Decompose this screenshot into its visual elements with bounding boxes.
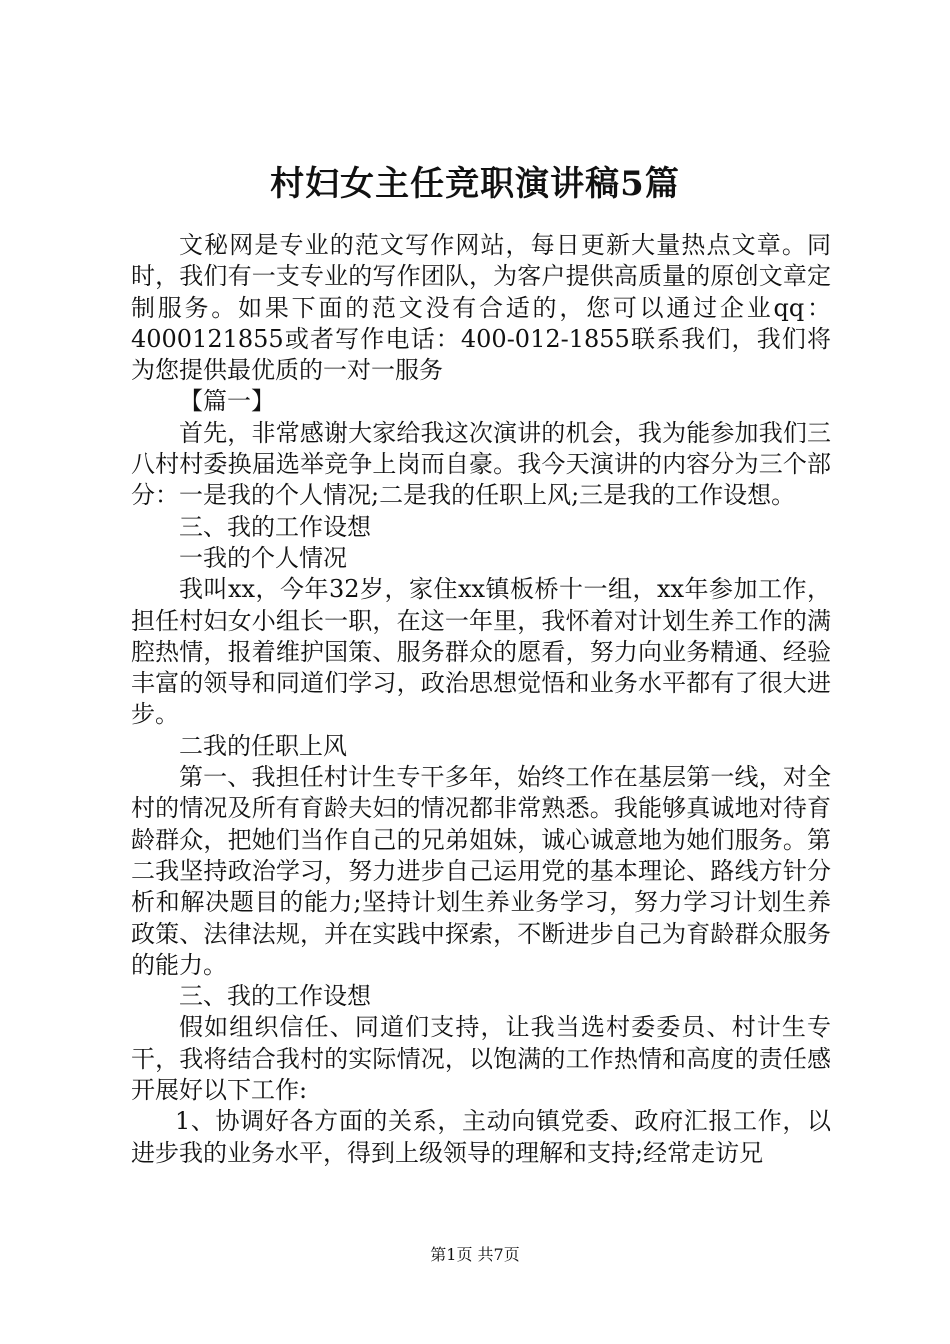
document-body xyxy=(131,230,831,1169)
section-heading-part-one: 【篇一】 xyxy=(179,387,275,416)
page-number-footer: 第1页 共7页 xyxy=(430,1245,520,1264)
intro-paragraph: 文秘网是专业的范文写作网站，每日更新大量热点文章。同时，我们有一支专业的写作团队，为客户提供高质量的原创文章定制服务。如果下面的范文没有合适的，您可以通过企业qq：4000121855或者写作电话：400-012-1855联系我们，我们将为您提供最优质的一对一服务 xyxy=(131,231,831,385)
subheading-personal-info: 一我的个人情况 xyxy=(179,543,347,572)
subheading-work-plan: 三、我的工作设想 xyxy=(179,982,371,1011)
body-paragraph: 第一、我担任村计生专干多年，始终工作在基层第一线，对全村的情况及所有育龄夫妇的情况都非常熟悉。我能够真诚地对待育龄群众，把她们当作自己的兄弟姐妹，诚心诚意地为她们服务。第二我坚持政治学习，努力进步自己运用党的基本理论、路线方针分析和解决题目的能力;坚持计划生养业务学习，努力学习计划生养政策、法律法规，并在实践中探索，不断进步自己为育龄群众服务的能力。 xyxy=(131,763,831,979)
body-paragraph: 首先，非常感谢大家给我这次演讲的机会，我为能参加我们三八村村委换届选举竞争上岗而自豪。我今天演讲的内容分为三个部分：一是我的个人情况;二是我的任职上风;三是我的工作设想。 xyxy=(131,418,831,510)
list-item: 1、协调好各方面的关系，主动向镇党委、政府汇报工作，以进步我的业务水平，得到上级领导的理解和支持;经常走访兄 xyxy=(131,1107,831,1167)
body-paragraph: 假如组织信任、同道们支持，让我当选村委委员、村计生专干，我将结合我村的实际情况，以饱满的工作热情和高度的责任感开展好以下工作: xyxy=(131,1013,831,1105)
body-paragraph: 我叫xx，今年32岁，家住xx镇板桥十一组，xx年参加工作，担任村妇女小组长一职，在这一年里，我怀着对计划生养工作的满腔热情，报着维护国策、服务群众的愿看，努力向业务精通、经验丰富的领导和同道们学习，政治思想觉悟和业务水平都有了很大进步。 xyxy=(131,575,831,729)
subheading-work-plan: 三、我的工作设想 xyxy=(179,512,371,541)
subheading-advantages: 二我的任职上风 xyxy=(179,731,347,760)
document-title: 村妇女主任竞职演讲稿5篇 xyxy=(270,164,680,204)
